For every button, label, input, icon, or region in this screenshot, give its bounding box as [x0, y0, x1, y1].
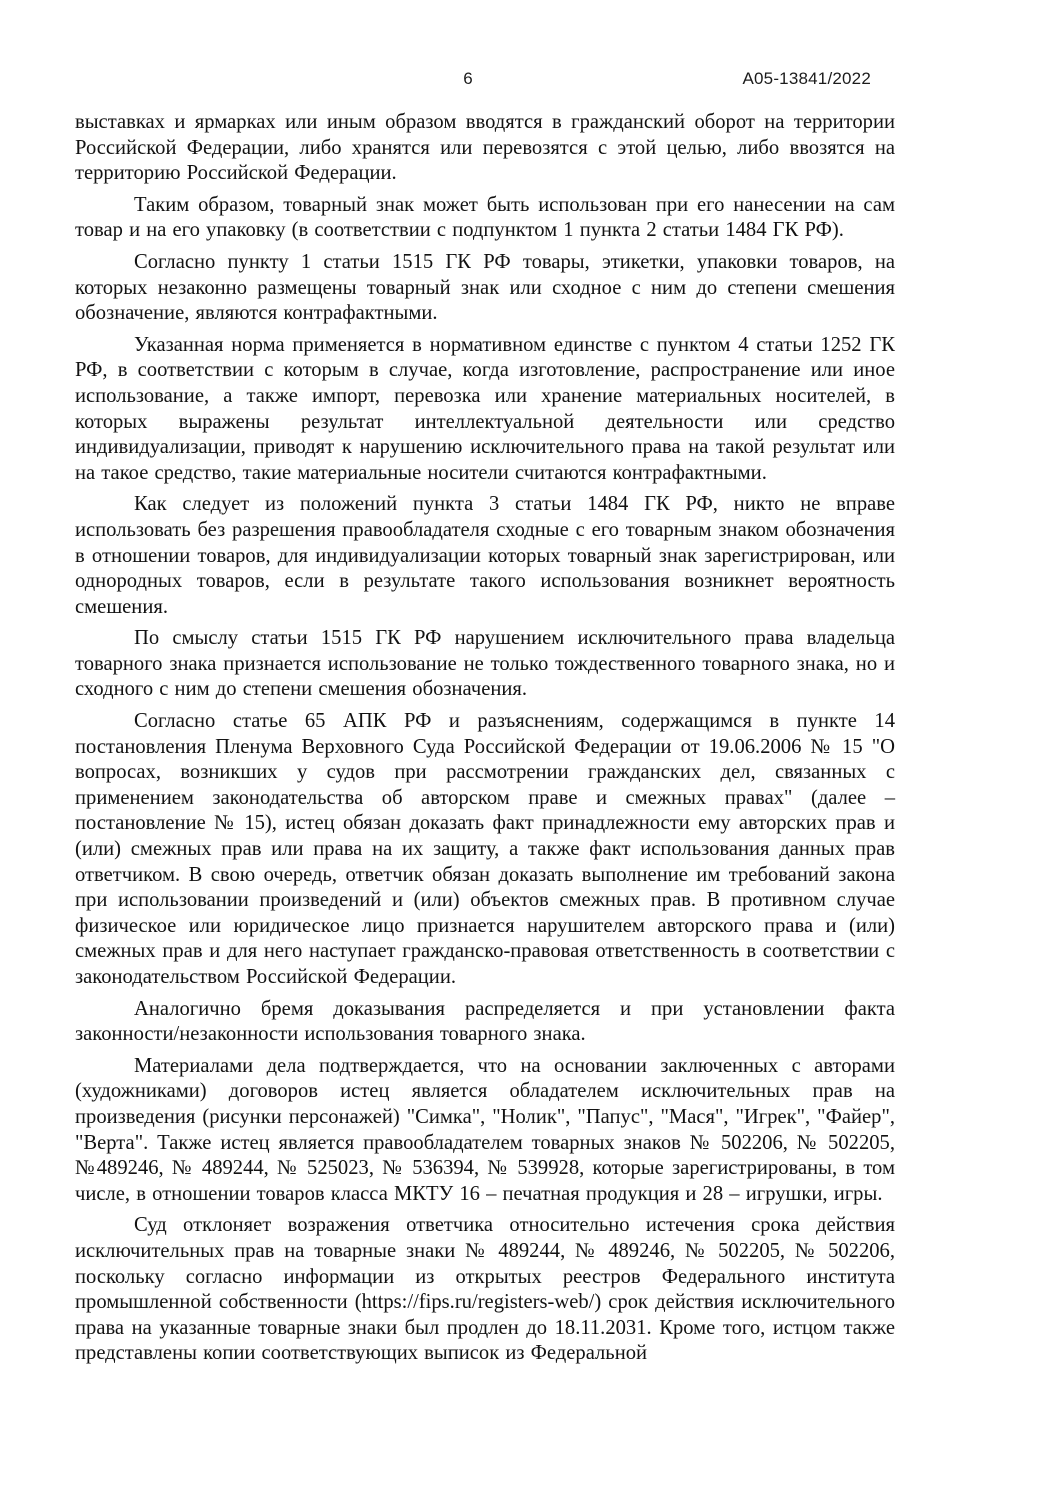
- paragraph: Согласно пункту 1 статьи 1515 ГК РФ товары, этикетки, упаковки товаров, на которых незаконно размещены товарный знак или сходное с ним до степени смешения обозначение, являются контрафактными.: [75, 250, 895, 325]
- paragraph: По смыслу статьи 1515 ГК РФ нарушением исключительного права владельца товарного знака признается использование не только тождественного товарного знака, но и сходного с ним до степени смешения обозначения.: [75, 627, 895, 701]
- paragraph: Указанная норма применяется в нормативном единстве с пунктом 4 статьи 1252 ГК РФ, в соответствии с которым в случае, когда изготовление, распространение или иное использование, а также импорт, перевозка или хранение материальных носителей, в которых выражены результат интеллектуальной деятельности или средство индивидуализации, приводят к нарушению исключительного права на такой результат или на такое средство, такие материальные носители считаются контрафактными.: [75, 333, 895, 484]
- paragraph: выставках и ярмарках или иным образом вводятся в гражданский оборот на территории Российской Федерации, либо хранятся или перевозятся с этой целью, либо ввозятся на территорию Российской Федерации.: [75, 111, 895, 185]
- paragraph: Суд отклоняет возражения ответчика относительно истечения срока действия исключительных прав на товарные знаки № 489244, № 489246, № 502205, № 502206, поскольку согласно информации из открытых реестров Федерального института промышленной собственности (https://fips.ru/registers-web/) срок действия исключительного права на указанные товарные знаки был продлен до 18.11.2031. Кроме того, истцом также представлены копии соответствующих выписок из Федеральной: [75, 1214, 895, 1365]
- page-number: 6: [463, 69, 473, 88]
- case-number: А05-13841/2022: [742, 69, 871, 88]
- paragraph: Таким образом, товарный знак может быть использован при его нанесении на сам товар и на его упаковку (в соответствии с подпунктом 1 пункта 2 статьи 1484 ГК РФ).: [75, 193, 895, 242]
- document-body: [75, 110, 895, 1373]
- paragraph: Аналогично бремя доказывания распределяется и при установлении факта законности/незаконности использования товарного знака.: [75, 997, 895, 1046]
- paragraph: Как следует из положений пункта 3 статьи 1484 ГК РФ, никто не вправе использовать без разрешения правообладателя сходные с его товарным знаком обозначения в отношении товаров, для индивидуализации которых товарный знак зарегистрирован, или однородных товаров, если в результате такого использования возникнет вероятность смешения.: [75, 493, 895, 618]
- paragraph: Согласно статье 65 АПК РФ и разъяснениям, содержащимся в пункте 14 постановления Пленума Верховного Суда Российской Федерации от 19.06.2006 № 15 "О вопросах, возникших у судов при рассмотрении гражданских дел, связанных с применением законодательства об авторском праве и смежных правах" (далее – постановление № 15), истец обязан доказать факт принадлежности ему авторских прав и (или) смежных прав или права на их защиту, а также факт использования данных прав ответчиком. В свою очередь, ответчик обязан доказать выполнение им требований закона при использовании произведений и (или) объектов смежных прав. В противном случае физическое или юридическое лицо признается нарушителем авторского права и (или) смежных прав и для него наступает гражданско-правовая ответственность в соответствии с законодательством Российской Федерации.: [75, 710, 895, 988]
- paragraph: Материалами дела подтверждается, что на основании заключенных с авторами (художниками) договоров истец является обладателем исключительных прав на произведения (рисунки персонажей) "Симка", "Нолик", "Папус", "Мася", "Игрек", "Файер", "Верта". Также истец является правообладателем товарных знаков № 502206, № 502205, №489246, № 489244, № 525023, № 536394, № 539928, которые зарегистрированы, в том числе, в отношении товаров класса МКТУ 16 – печатная продукция и 28 – игрушки, игры.: [75, 1054, 895, 1205]
- page-header: [0, 0, 1060, 100]
